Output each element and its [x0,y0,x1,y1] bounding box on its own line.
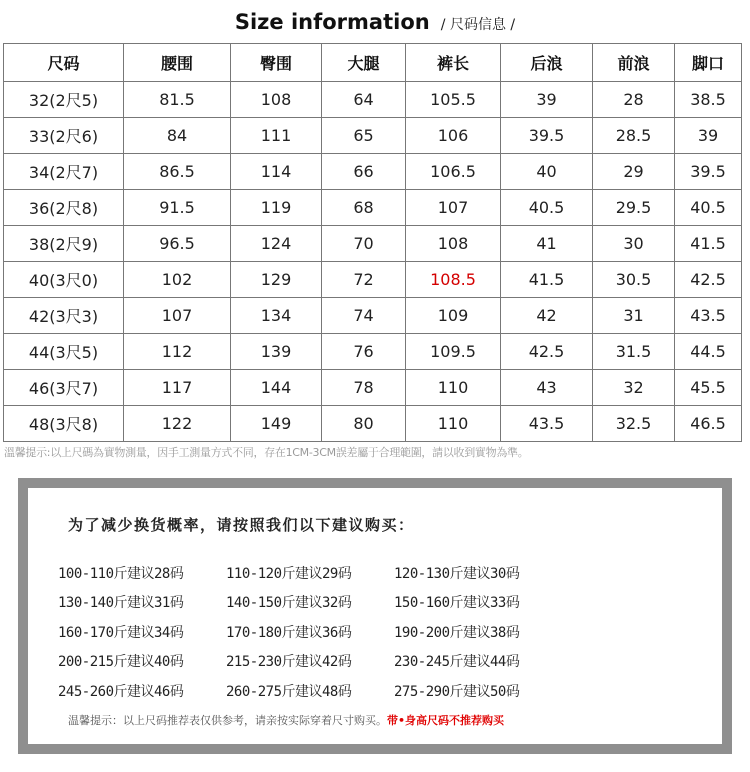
table-cell: 81.5 [124,82,231,118]
column-header: 后浪 [501,44,593,82]
table-cell: 32 [593,370,675,406]
table-cell: 39 [501,82,593,118]
recommendation-title: 为了减少换货概率，请按照我们以下建议购买： [68,516,415,534]
recommendation-item: 120-130斤建议30码 [394,565,520,582]
table-row [4,190,742,226]
table-cell: 40(3尺0) [4,262,124,298]
table-cell: 46(3尺7) [4,370,124,406]
recommendation-panel-inner [28,488,722,744]
table-cell: 106.5 [406,154,501,190]
recommendation-note [68,712,504,728]
table-cell: 139 [231,334,322,370]
table-cell: 114 [231,154,322,190]
table-cell: 68 [322,190,406,226]
table-cell: 31 [593,298,675,334]
table-cell: 65 [322,118,406,154]
table-cell: 70 [322,226,406,262]
column-header: 裤长 [406,44,501,82]
recommendation-grid [58,558,698,706]
table-cell: 42 [501,298,593,334]
table-cell: 41.5 [675,226,742,262]
table-cell: 43 [501,370,593,406]
table-cell: 124 [231,226,322,262]
table-row [4,226,742,262]
recommendation-item: 215-230斤建议42码 [226,654,352,671]
recommendation-item: 150-160斤建议33码 [394,595,520,612]
table-cell: 108.5 [406,262,501,298]
measurement-note: 溫馨提示:以上尺碼為實物測量，因手工測量方式不同，存在1CM-3CM誤差屬于合理範圍，請以收到實物為準。 [4,446,529,459]
recommendation-row [58,617,698,647]
recommendation-item: 275-290斤建议50码 [394,683,520,700]
table-cell: 33(2尺6) [4,118,124,154]
table-cell: 44.5 [675,334,742,370]
table-cell: 45.5 [675,370,742,406]
recommendation-panel [18,478,732,754]
column-header: 臀围 [231,44,322,82]
table-cell: 31.5 [593,334,675,370]
table-cell: 86.5 [124,154,231,190]
recommendation-item: 190-200斤建议38码 [394,624,520,641]
size-table-body [4,82,742,442]
table-cell: 42(3尺3) [4,298,124,334]
recommendation-item: 260-275斤建议48码 [226,683,352,700]
table-cell: 122 [124,406,231,442]
table-cell: 28.5 [593,118,675,154]
table-cell: 38(2尺9) [4,226,124,262]
recommendation-row [58,647,698,677]
table-row [4,154,742,190]
table-row [4,118,742,154]
table-cell: 43.5 [501,406,593,442]
table-cell: 109.5 [406,334,501,370]
table-cell: 41 [501,226,593,262]
recommendation-item: 110-120斤建议29码 [226,565,352,582]
table-cell: 41.5 [501,262,593,298]
recommendation-item: 140-150斤建议32码 [226,595,352,612]
table-cell: 43.5 [675,298,742,334]
size-table [3,43,742,442]
table-cell: 64 [322,82,406,118]
table-cell: 117 [124,370,231,406]
table-row [4,406,742,442]
column-header: 尺码 [4,44,124,82]
title-subtitle: / 尺码信息 / [440,17,516,33]
table-cell: 107 [124,298,231,334]
table-cell: 76 [322,334,406,370]
recommendation-row [58,588,698,618]
table-cell: 74 [322,298,406,334]
table-cell: 129 [231,262,322,298]
table-cell: 48(3尺8) [4,406,124,442]
table-row [4,334,742,370]
table-cell: 36(2尺8) [4,190,124,226]
table-cell: 91.5 [124,190,231,226]
column-header: 大腿 [322,44,406,82]
recommendation-item: 230-245斤建议44码 [394,654,520,671]
table-cell: 42.5 [501,334,593,370]
table-cell: 38.5 [675,82,742,118]
table-row [4,370,742,406]
table-cell: 40.5 [675,190,742,226]
table-cell: 110 [406,406,501,442]
recommendation-item: 160-170斤建议34码 [58,624,184,641]
size-table-header [4,44,742,82]
table-cell: 44(3尺5) [4,334,124,370]
table-cell: 39 [675,118,742,154]
table-cell: 72 [322,262,406,298]
table-cell: 42.5 [675,262,742,298]
table-cell: 109 [406,298,501,334]
column-header: 前浪 [593,44,675,82]
page-title [0,10,750,34]
table-cell: 66 [322,154,406,190]
recommendation-item: 130-140斤建议31码 [58,595,184,612]
table-cell: 144 [231,370,322,406]
column-header: 脚口 [675,44,742,82]
table-cell: 40 [501,154,593,190]
table-cell: 134 [231,298,322,334]
recommendation-item: 245-260斤建议46码 [58,683,184,700]
table-cell: 29.5 [593,190,675,226]
recommendation-row [58,558,698,588]
table-cell: 110 [406,370,501,406]
header-row [4,44,742,82]
table-cell: 105.5 [406,82,501,118]
table-cell: 30.5 [593,262,675,298]
table-cell: 108 [231,82,322,118]
table-cell: 108 [406,226,501,262]
table-cell: 84 [124,118,231,154]
table-cell: 149 [231,406,322,442]
table-cell: 39.5 [675,154,742,190]
column-header: 腰围 [124,44,231,82]
recommendation-item: 200-215斤建议40码 [58,654,184,671]
table-cell: 78 [322,370,406,406]
table-cell: 32(2尺5) [4,82,124,118]
title-main: Size information [234,10,430,34]
table-cell: 30 [593,226,675,262]
table-cell: 40.5 [501,190,593,226]
recommendation-note-text: 温馨提示：以上尺码推荐表仅供参考，请亲按实际穿着尺寸购买。 [68,714,387,727]
recommendation-note-highlight: 带•身高尺码不推荐购买 [387,714,505,727]
table-row [4,298,742,334]
table-cell: 106 [406,118,501,154]
table-cell: 29 [593,154,675,190]
recommendation-item: 170-180斤建议36码 [226,624,352,641]
table-cell: 28 [593,82,675,118]
table-cell: 111 [231,118,322,154]
recommendation-row [58,676,698,706]
table-cell: 39.5 [501,118,593,154]
table-cell: 46.5 [675,406,742,442]
table-cell: 112 [124,334,231,370]
table-cell: 107 [406,190,501,226]
table-cell: 80 [322,406,406,442]
table-cell: 119 [231,190,322,226]
table-cell: 96.5 [124,226,231,262]
recommendation-item: 100-110斤建议28码 [58,565,184,582]
table-cell: 32.5 [593,406,675,442]
table-cell: 102 [124,262,231,298]
table-row [4,262,742,298]
table-cell: 34(2尺7) [4,154,124,190]
table-row [4,82,742,118]
